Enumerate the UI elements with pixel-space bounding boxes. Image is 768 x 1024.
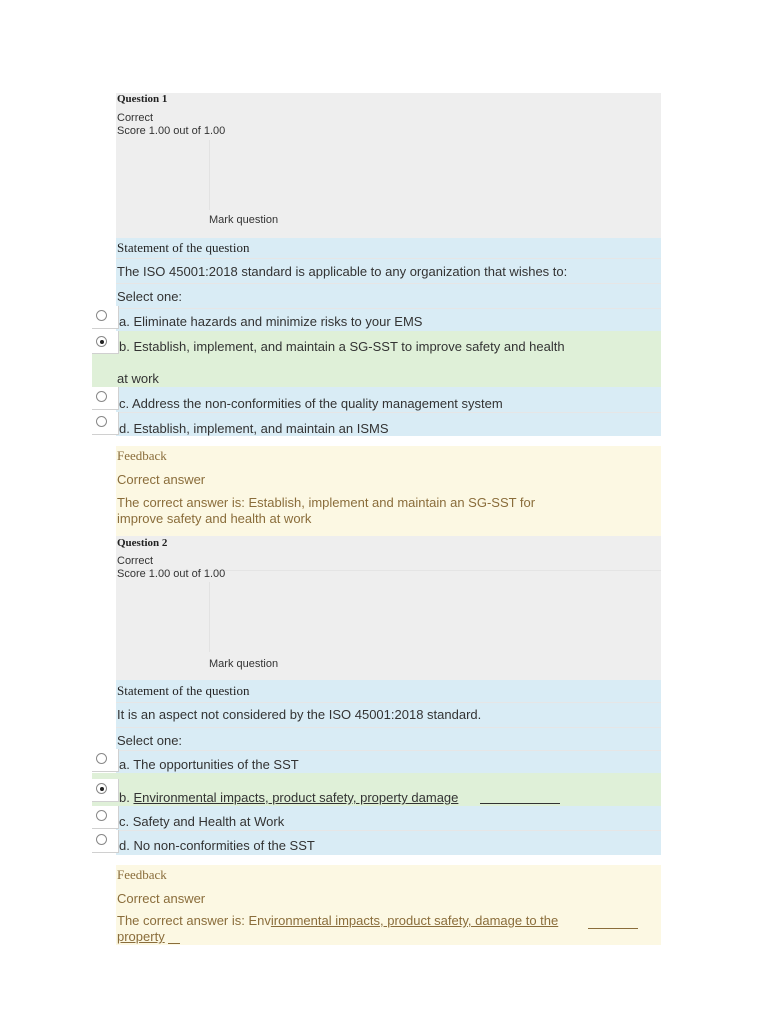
question-info-panel <box>116 536 661 680</box>
row-divider <box>116 283 661 284</box>
answer-option-a[interactable]: a. The opportunities of the SST <box>119 757 299 772</box>
feedback-answer-text: ironmental impacts, product safety, damage to the <box>270 913 559 928</box>
select-one-label: Select one: <box>117 289 183 304</box>
answer-option-radio[interactable] <box>92 806 119 829</box>
feedback-heading: Feedback <box>117 867 167 882</box>
question-score: Score 1.00 out of 1.00 <box>117 125 226 137</box>
row-divider <box>116 258 661 259</box>
row-divider <box>116 750 661 751</box>
question-info-panel <box>116 93 661 238</box>
answer-option-b[interactable] <box>119 790 458 805</box>
statement-heading: Statement of the question <box>117 240 250 255</box>
question-number: Question 1 <box>117 93 168 105</box>
answer-option-d[interactable]: d. Establish, implement, and maintain an ISMS <box>119 421 389 436</box>
answer-option-b-line2[interactable]: at work <box>117 371 159 386</box>
answer-option-radio[interactable] <box>92 387 119 410</box>
radio-unchecked-icon[interactable] <box>96 753 107 764</box>
answer-option-radio[interactable] <box>92 306 119 329</box>
row-divider <box>116 727 661 728</box>
info-divider <box>209 582 210 652</box>
radio-checked-icon[interactable] <box>96 336 107 347</box>
answer-option-c[interactable]: c. Address the non-conformities of the quality management system <box>119 396 503 411</box>
answer-option-b-text: Environmental impacts, product safety, property damage <box>133 790 459 805</box>
question-prompt: It is an aspect not considered by the ISO 45001:2018 standard. <box>117 707 482 722</box>
row-divider <box>116 702 661 703</box>
row-divider <box>116 830 661 831</box>
answer-option-a[interactable]: a. Eliminate hazards and minimize risks to your EMS <box>119 314 423 329</box>
question-state: Correct <box>117 112 154 124</box>
info-divider <box>209 140 210 210</box>
question-prompt: The ISO 45001:2018 standard is applicable to any organization that wishes to: <box>117 264 568 279</box>
answer-option-c[interactable]: c. Safety and Health at Work <box>119 814 285 829</box>
radio-unchecked-icon[interactable] <box>96 810 107 821</box>
radio-unchecked-icon[interactable] <box>96 391 107 402</box>
radio-unchecked-icon[interactable] <box>96 416 107 427</box>
radio-checked-icon[interactable] <box>96 783 107 794</box>
feedback-correct-answer-line2: improve safety and health at work <box>117 511 312 526</box>
row-divider <box>116 412 661 413</box>
feedback-status: Correct answer <box>117 472 206 487</box>
radio-unchecked-icon[interactable] <box>96 834 107 845</box>
radio-unchecked-icon[interactable] <box>96 310 107 321</box>
feedback-correct-answer-line1 <box>117 913 558 929</box>
question-number: Question 2 <box>117 537 168 549</box>
underline-extension <box>588 928 638 929</box>
underline-extension <box>168 943 180 944</box>
feedback-prefix: The correct answer is: Env <box>117 913 271 928</box>
statement-heading: Statement of the question <box>117 683 250 698</box>
answer-option-radio[interactable] <box>92 331 119 354</box>
row-divider <box>116 308 661 309</box>
flag-question-link[interactable]: Mark question <box>209 214 279 226</box>
question-score: Score 1.00 out of 1.00 <box>117 568 226 580</box>
answer-option-radio[interactable] <box>92 412 119 435</box>
answer-option-radio[interactable] <box>92 830 119 853</box>
select-one-label: Select one: <box>117 733 183 748</box>
feedback-correct-answer-line1: The correct answer is: Establish, implement and maintain an SG-SST for <box>117 495 536 510</box>
feedback-status: Correct answer <box>117 891 206 906</box>
underline-extension <box>480 803 560 804</box>
answer-option-radio[interactable] <box>92 779 119 802</box>
answer-option-radio[interactable] <box>92 749 119 772</box>
feedback-correct-answer-line2: property <box>117 929 165 944</box>
flag-question-link[interactable]: Mark question <box>209 658 279 670</box>
answer-option-d[interactable]: d. No non-conformities of the SST <box>119 838 315 853</box>
answer-option-b-line1[interactable]: b. Establish, implement, and maintain a SG-SST to improve safety and health <box>119 339 565 354</box>
feedback-heading: Feedback <box>117 448 167 463</box>
answer-option-b-prefix: b. <box>119 790 134 805</box>
question-state: Correct <box>117 555 154 567</box>
